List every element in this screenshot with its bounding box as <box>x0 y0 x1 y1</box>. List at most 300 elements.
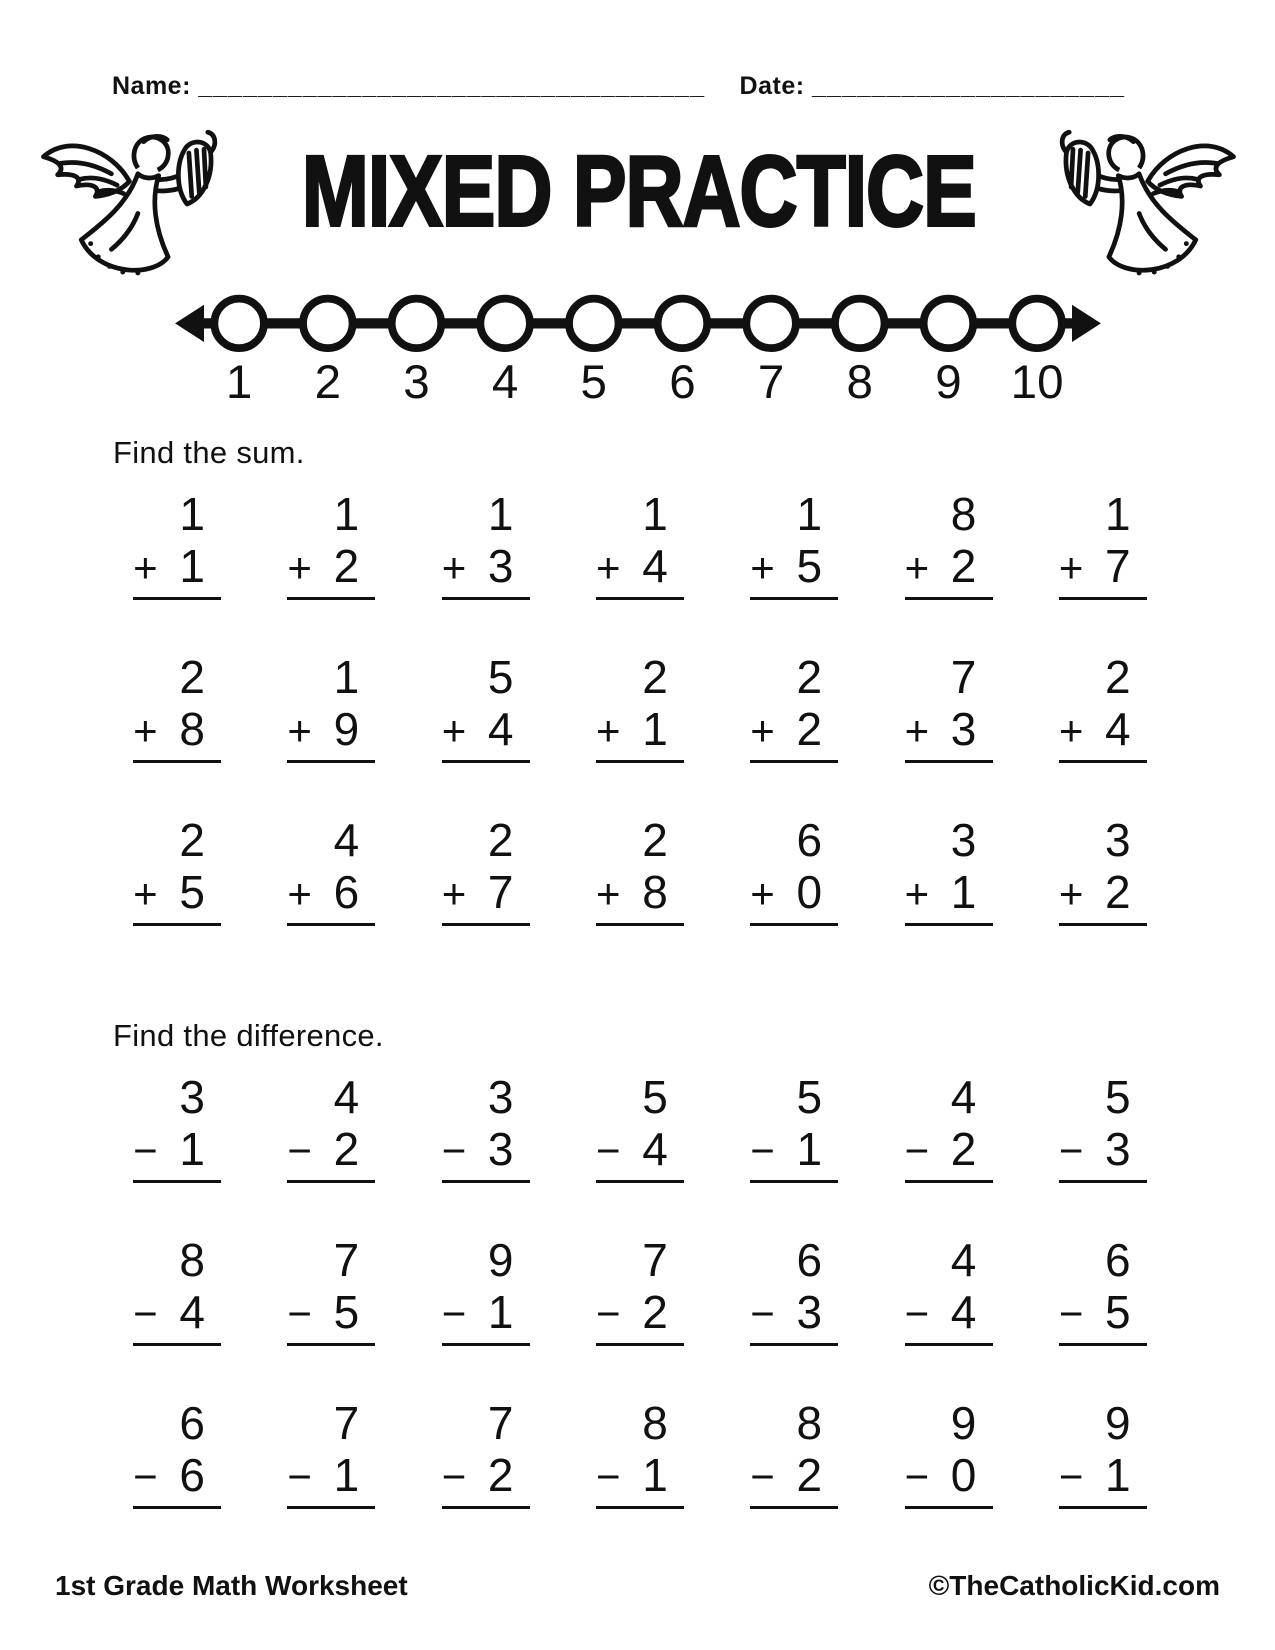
plus-operator-icon: + <box>441 543 467 591</box>
plus-operator-icon: + <box>287 543 312 591</box>
number-line-label: 4 <box>491 355 518 404</box>
date-blank-line: _____________________ <box>812 72 1125 100</box>
operand-bottom: 3 <box>796 1285 823 1338</box>
operand-top: 7 <box>487 1397 514 1450</box>
operand-top: 6 <box>796 1234 823 1287</box>
minus-operator-icon: − <box>133 1126 158 1174</box>
math-problem <box>442 1072 530 1183</box>
operand-top: 2 <box>1105 651 1131 704</box>
operand-bottom: 6 <box>179 1448 205 1501</box>
answer-line <box>596 1180 684 1183</box>
operand-top: 5 <box>1105 1071 1131 1124</box>
operand-top: 9 <box>487 1234 514 1287</box>
operand-top: 1 <box>487 488 514 540</box>
operand-bottom-row <box>133 1450 221 1502</box>
operand-bottom-row <box>1059 541 1147 593</box>
number-line-point <box>1012 299 1062 349</box>
plus-operator-icon: + <box>1058 543 1084 591</box>
math-problem <box>905 1235 993 1346</box>
operand-top: 1 <box>179 488 205 540</box>
operand-bottom-row <box>287 704 375 756</box>
answer-line <box>1059 760 1147 763</box>
problem-row <box>100 1235 1180 1380</box>
minus-operator-icon: − <box>287 1126 312 1174</box>
minus-operator-icon: − <box>133 1289 158 1337</box>
operand-bottom: 9 <box>333 702 360 755</box>
math-problem <box>1059 1235 1147 1346</box>
answer-line <box>287 1506 375 1509</box>
operand-bottom-row <box>442 1287 530 1339</box>
operand-bottom-row <box>750 1287 838 1339</box>
answer-line <box>1059 1180 1147 1183</box>
operand-top: 2 <box>796 651 823 704</box>
operand-bottom-row <box>750 1124 838 1176</box>
operand-top: 1 <box>796 488 823 540</box>
operand-bottom-row <box>596 541 684 593</box>
answer-line <box>442 1180 530 1183</box>
operand-top: 7 <box>333 1234 360 1287</box>
operand-bottom: 0 <box>950 1448 977 1501</box>
answer-line <box>442 1343 530 1346</box>
operand-bottom-row <box>287 1287 375 1339</box>
answer-line <box>905 760 993 763</box>
operand-bottom-row <box>596 704 684 756</box>
number-line-point <box>302 299 352 349</box>
operand-bottom: 5 <box>333 1285 360 1338</box>
math-problem <box>287 815 375 926</box>
minus-operator-icon: − <box>1058 1289 1084 1337</box>
operand-bottom-row <box>596 1450 684 1502</box>
name-label: Name: <box>112 72 191 100</box>
math-problem <box>905 652 993 763</box>
operand-bottom: 3 <box>487 539 514 592</box>
angel-harp-icon <box>1035 119 1247 289</box>
answer-line <box>905 923 993 926</box>
operand-bottom-row <box>905 1124 993 1176</box>
section-subtraction <box>0 1018 1275 1543</box>
number-line-svg <box>173 282 1103 404</box>
math-problem <box>750 1235 838 1346</box>
operand-bottom: 4 <box>642 1122 668 1175</box>
operand-bottom: 5 <box>179 865 205 918</box>
operand-bottom: 7 <box>1105 539 1131 592</box>
math-problem <box>1059 1072 1147 1183</box>
angel-harp-icon <box>30 119 242 289</box>
math-problem <box>905 489 993 600</box>
answer-line <box>133 597 221 600</box>
problem-row <box>100 1072 1180 1217</box>
math-problem <box>287 652 375 763</box>
minus-operator-icon: − <box>595 1452 621 1500</box>
operand-top: 1 <box>642 488 668 540</box>
operand-bottom-row <box>442 541 530 593</box>
operand-bottom: 5 <box>1105 1285 1131 1338</box>
math-problem <box>596 1072 684 1183</box>
answer-line <box>596 923 684 926</box>
operand-bottom-row <box>133 1124 221 1176</box>
operand-bottom-row <box>1059 867 1147 919</box>
operand-bottom-row <box>596 867 684 919</box>
number-line-point <box>657 299 707 349</box>
title-band <box>0 119 1275 294</box>
math-problem <box>133 815 221 926</box>
math-problem <box>442 652 530 763</box>
math-problem <box>750 815 838 926</box>
footer-worksheet-type: 1st Grade Math Worksheet <box>55 1570 408 1601</box>
minus-operator-icon: − <box>750 1452 775 1500</box>
minus-operator-icon: − <box>1058 1126 1084 1174</box>
problem-row <box>100 489 1180 634</box>
math-problem <box>133 652 221 763</box>
operand-bottom: 1 <box>950 865 977 918</box>
operand-top: 5 <box>642 1071 668 1124</box>
answer-line <box>133 923 221 926</box>
operand-top: 1 <box>333 651 360 704</box>
plus-operator-icon: + <box>1058 706 1084 754</box>
section-label: Find the sum. <box>113 435 305 470</box>
operand-top: 2 <box>179 651 205 704</box>
operand-bottom: 4 <box>179 1285 205 1338</box>
operand-bottom: 2 <box>796 702 823 755</box>
answer-line <box>905 597 993 600</box>
operand-bottom-row <box>287 867 375 919</box>
answer-line <box>442 597 530 600</box>
plus-operator-icon: + <box>133 706 158 754</box>
math-problem <box>133 489 221 600</box>
answer-line <box>287 760 375 763</box>
operand-bottom: 2 <box>950 539 977 592</box>
operand-bottom-row <box>442 867 530 919</box>
operand-top: 6 <box>796 814 823 867</box>
operand-bottom: 1 <box>642 702 668 755</box>
answer-line <box>442 760 530 763</box>
math-problem <box>750 652 838 763</box>
operand-bottom-row <box>442 1124 530 1176</box>
operand-top: 3 <box>1105 814 1131 867</box>
number-line-label: 8 <box>846 355 873 404</box>
number-line-point <box>480 299 530 349</box>
math-problem <box>133 1072 221 1183</box>
operand-top: 2 <box>642 651 668 704</box>
operand-top: 5 <box>487 651 514 704</box>
operand-bottom-row <box>133 1287 221 1339</box>
operand-bottom: 1 <box>179 539 205 592</box>
minus-operator-icon: − <box>441 1289 467 1337</box>
problem-row <box>100 815 1180 960</box>
operand-top: 7 <box>642 1234 668 1287</box>
number-line-label: 9 <box>934 355 962 404</box>
plus-operator-icon: + <box>750 543 775 591</box>
operand-bottom: 1 <box>179 1122 205 1175</box>
math-problem <box>442 489 530 600</box>
plus-operator-icon: + <box>287 869 312 917</box>
operand-bottom-row <box>133 704 221 756</box>
math-problem <box>1059 652 1147 763</box>
operand-bottom: 3 <box>950 702 977 755</box>
operand-bottom: 7 <box>487 865 514 918</box>
math-problem <box>442 1398 530 1509</box>
operand-bottom-row <box>1059 1450 1147 1502</box>
minus-operator-icon: − <box>750 1126 775 1174</box>
minus-operator-icon: − <box>595 1289 621 1337</box>
answer-line <box>596 597 684 600</box>
math-problem <box>442 1235 530 1346</box>
problem-row <box>100 1398 1180 1543</box>
date-label: Date: <box>739 72 805 100</box>
operand-bottom: 5 <box>796 539 823 592</box>
operand-bottom-row <box>133 867 221 919</box>
math-problem <box>905 1072 993 1183</box>
number-line-label: 3 <box>402 355 430 404</box>
plus-operator-icon: + <box>441 706 467 754</box>
answer-line <box>287 597 375 600</box>
date-field-group <box>740 72 1125 101</box>
answer-line <box>750 597 838 600</box>
answer-line <box>133 760 221 763</box>
operand-bottom-row <box>287 541 375 593</box>
answer-line <box>442 923 530 926</box>
minus-operator-icon: − <box>1058 1452 1084 1500</box>
plus-operator-icon: + <box>595 543 621 591</box>
operand-top: 2 <box>487 814 514 867</box>
answer-line <box>133 1506 221 1509</box>
plus-operator-icon: + <box>904 543 930 591</box>
answer-line <box>596 1343 684 1346</box>
operand-bottom-row <box>596 1287 684 1339</box>
plus-operator-icon: + <box>133 543 158 591</box>
worksheet-header <box>0 0 1275 101</box>
operand-bottom-row <box>905 704 993 756</box>
minus-operator-icon: − <box>904 1289 930 1337</box>
number-line-point <box>214 299 264 349</box>
operand-bottom-row <box>750 704 838 756</box>
operand-bottom-row <box>750 1450 838 1502</box>
answer-line <box>905 1506 993 1509</box>
section-addition <box>0 435 1275 960</box>
answer-line <box>133 1343 221 1346</box>
number-line-point <box>923 299 973 349</box>
number-line-point <box>834 299 884 349</box>
answer-line <box>750 1180 838 1183</box>
math-problem <box>596 1235 684 1346</box>
minus-operator-icon: − <box>287 1289 312 1337</box>
answer-line <box>1059 1343 1147 1346</box>
minus-operator-icon: − <box>441 1452 467 1500</box>
page-title: MIXED PRACTICE <box>301 136 976 248</box>
number-line-point <box>391 299 441 349</box>
math-problem <box>596 489 684 600</box>
operand-bottom: 2 <box>642 1285 668 1338</box>
operand-bottom-row <box>287 1124 375 1176</box>
operand-bottom: 2 <box>333 539 360 592</box>
problem-sections <box>0 435 1275 1543</box>
math-problem <box>596 1398 684 1509</box>
number-line-label: 2 <box>314 355 341 404</box>
operand-top: 8 <box>950 488 977 540</box>
minus-operator-icon: − <box>750 1289 775 1337</box>
name-field-group <box>112 72 705 101</box>
answer-line <box>1059 1506 1147 1509</box>
math-problem <box>287 1398 375 1509</box>
problem-row <box>100 652 1180 797</box>
math-problem <box>287 489 375 600</box>
operand-top: 1 <box>1105 488 1131 540</box>
math-problem <box>133 1398 221 1509</box>
operand-bottom-row <box>442 1450 530 1502</box>
math-problem <box>442 815 530 926</box>
operand-top: 8 <box>642 1397 668 1450</box>
minus-operator-icon: − <box>904 1126 930 1174</box>
operand-bottom-row <box>905 541 993 593</box>
number-line-label: 5 <box>580 355 607 404</box>
operand-top: 4 <box>333 1071 360 1124</box>
operand-bottom: 1 <box>1105 1448 1131 1501</box>
answer-line <box>133 1180 221 1183</box>
operand-top: 4 <box>950 1234 977 1287</box>
math-problem <box>750 1398 838 1509</box>
operand-top: 2 <box>179 814 205 867</box>
operand-bottom: 6 <box>333 865 360 918</box>
operand-top: 3 <box>487 1071 514 1124</box>
plus-operator-icon: + <box>595 706 621 754</box>
operand-bottom-row <box>750 867 838 919</box>
operand-bottom: 8 <box>642 865 668 918</box>
operand-top: 8 <box>796 1397 823 1450</box>
operand-bottom-row <box>750 541 838 593</box>
minus-operator-icon: − <box>133 1452 158 1500</box>
math-problem <box>596 815 684 926</box>
operand-top: 2 <box>642 814 668 867</box>
operand-bottom: 4 <box>487 702 514 755</box>
operand-top: 3 <box>950 814 977 867</box>
operand-top: 7 <box>950 651 977 704</box>
plus-operator-icon: + <box>1058 869 1084 917</box>
operand-bottom-row <box>905 867 993 919</box>
answer-line <box>596 760 684 763</box>
math-problem <box>750 489 838 600</box>
operand-bottom: 1 <box>333 1448 360 1501</box>
footer-credit: ©TheCatholicKid.com <box>928 1570 1220 1601</box>
math-problem <box>133 1235 221 1346</box>
math-problem <box>905 815 993 926</box>
math-problem <box>596 652 684 763</box>
plus-operator-icon: + <box>287 706 312 754</box>
operand-bottom: 0 <box>796 865 823 918</box>
operand-top: 3 <box>179 1071 205 1124</box>
operand-top: 9 <box>950 1397 977 1450</box>
operand-bottom: 1 <box>487 1285 514 1338</box>
math-problem <box>750 1072 838 1183</box>
operand-bottom-row <box>1059 1124 1147 1176</box>
operand-bottom-row <box>287 1450 375 1502</box>
math-problem <box>287 1072 375 1183</box>
number-line-label: 7 <box>757 355 784 404</box>
number-line <box>173 282 1103 409</box>
operand-bottom: 4 <box>642 539 668 592</box>
operand-top: 4 <box>333 814 360 867</box>
right-arrow-icon <box>1072 305 1101 342</box>
answer-line <box>596 1506 684 1509</box>
left-arrow-icon <box>175 305 204 342</box>
operand-bottom: 2 <box>487 1448 514 1501</box>
operand-top: 6 <box>179 1397 205 1450</box>
minus-operator-icon: − <box>904 1452 930 1500</box>
answer-line <box>442 1506 530 1509</box>
operand-bottom-row <box>905 1450 993 1502</box>
answer-line <box>905 1343 993 1346</box>
answer-line <box>750 1506 838 1509</box>
math-problem <box>287 1235 375 1346</box>
answer-line <box>287 923 375 926</box>
operand-bottom-row <box>1059 1287 1147 1339</box>
number-line-label: 6 <box>668 355 696 404</box>
answer-line <box>287 1180 375 1183</box>
operand-bottom: 3 <box>487 1122 514 1175</box>
answer-line <box>1059 923 1147 926</box>
operand-bottom: 3 <box>1105 1122 1131 1175</box>
minus-operator-icon: − <box>441 1126 467 1174</box>
operand-bottom: 8 <box>179 702 205 755</box>
answer-line <box>1059 597 1147 600</box>
section-label: Find the difference. <box>113 1018 384 1054</box>
worksheet-footer <box>55 1570 1220 1602</box>
number-line-label: 1 <box>225 355 252 404</box>
operand-bottom: 1 <box>642 1448 668 1501</box>
operand-top: 5 <box>796 1071 823 1124</box>
math-problem <box>1059 489 1147 600</box>
math-problem <box>1059 815 1147 926</box>
math-problem <box>1059 1398 1147 1509</box>
operand-top: 9 <box>1105 1397 1131 1450</box>
operand-bottom-row <box>1059 704 1147 756</box>
plus-operator-icon: + <box>133 869 158 917</box>
operand-top: 6 <box>1105 1234 1131 1287</box>
plus-operator-icon: + <box>904 869 930 917</box>
number-line-label: 10 <box>1010 355 1064 404</box>
operand-bottom: 2 <box>1105 865 1131 918</box>
operand-top: 7 <box>333 1397 360 1450</box>
operand-bottom-row <box>133 541 221 593</box>
plus-operator-icon: + <box>441 869 467 917</box>
operand-bottom: 4 <box>950 1285 977 1338</box>
number-line-point <box>568 299 618 349</box>
operand-top: 4 <box>950 1071 977 1124</box>
operand-bottom: 4 <box>1105 702 1131 755</box>
operand-bottom-row <box>905 1287 993 1339</box>
minus-operator-icon: − <box>595 1126 621 1174</box>
answer-line <box>287 1343 375 1346</box>
plus-operator-icon: + <box>595 869 621 917</box>
operand-bottom-row <box>596 1124 684 1176</box>
plus-operator-icon: + <box>904 706 930 754</box>
answer-line <box>905 1180 993 1183</box>
answer-line <box>750 923 838 926</box>
operand-top: 8 <box>179 1234 205 1287</box>
answer-line <box>750 1343 838 1346</box>
operand-bottom: 2 <box>333 1122 360 1175</box>
minus-operator-icon: − <box>287 1452 312 1500</box>
math-problem <box>905 1398 993 1509</box>
operand-bottom: 2 <box>950 1122 977 1175</box>
answer-line <box>750 760 838 763</box>
operand-bottom-row <box>442 704 530 756</box>
operand-top: 1 <box>333 488 360 540</box>
operand-bottom: 1 <box>796 1122 823 1175</box>
operand-bottom: 2 <box>796 1448 823 1501</box>
plus-operator-icon: + <box>750 869 775 917</box>
name-blank-line: __________________________________ <box>198 72 706 100</box>
number-line-point <box>746 299 796 349</box>
